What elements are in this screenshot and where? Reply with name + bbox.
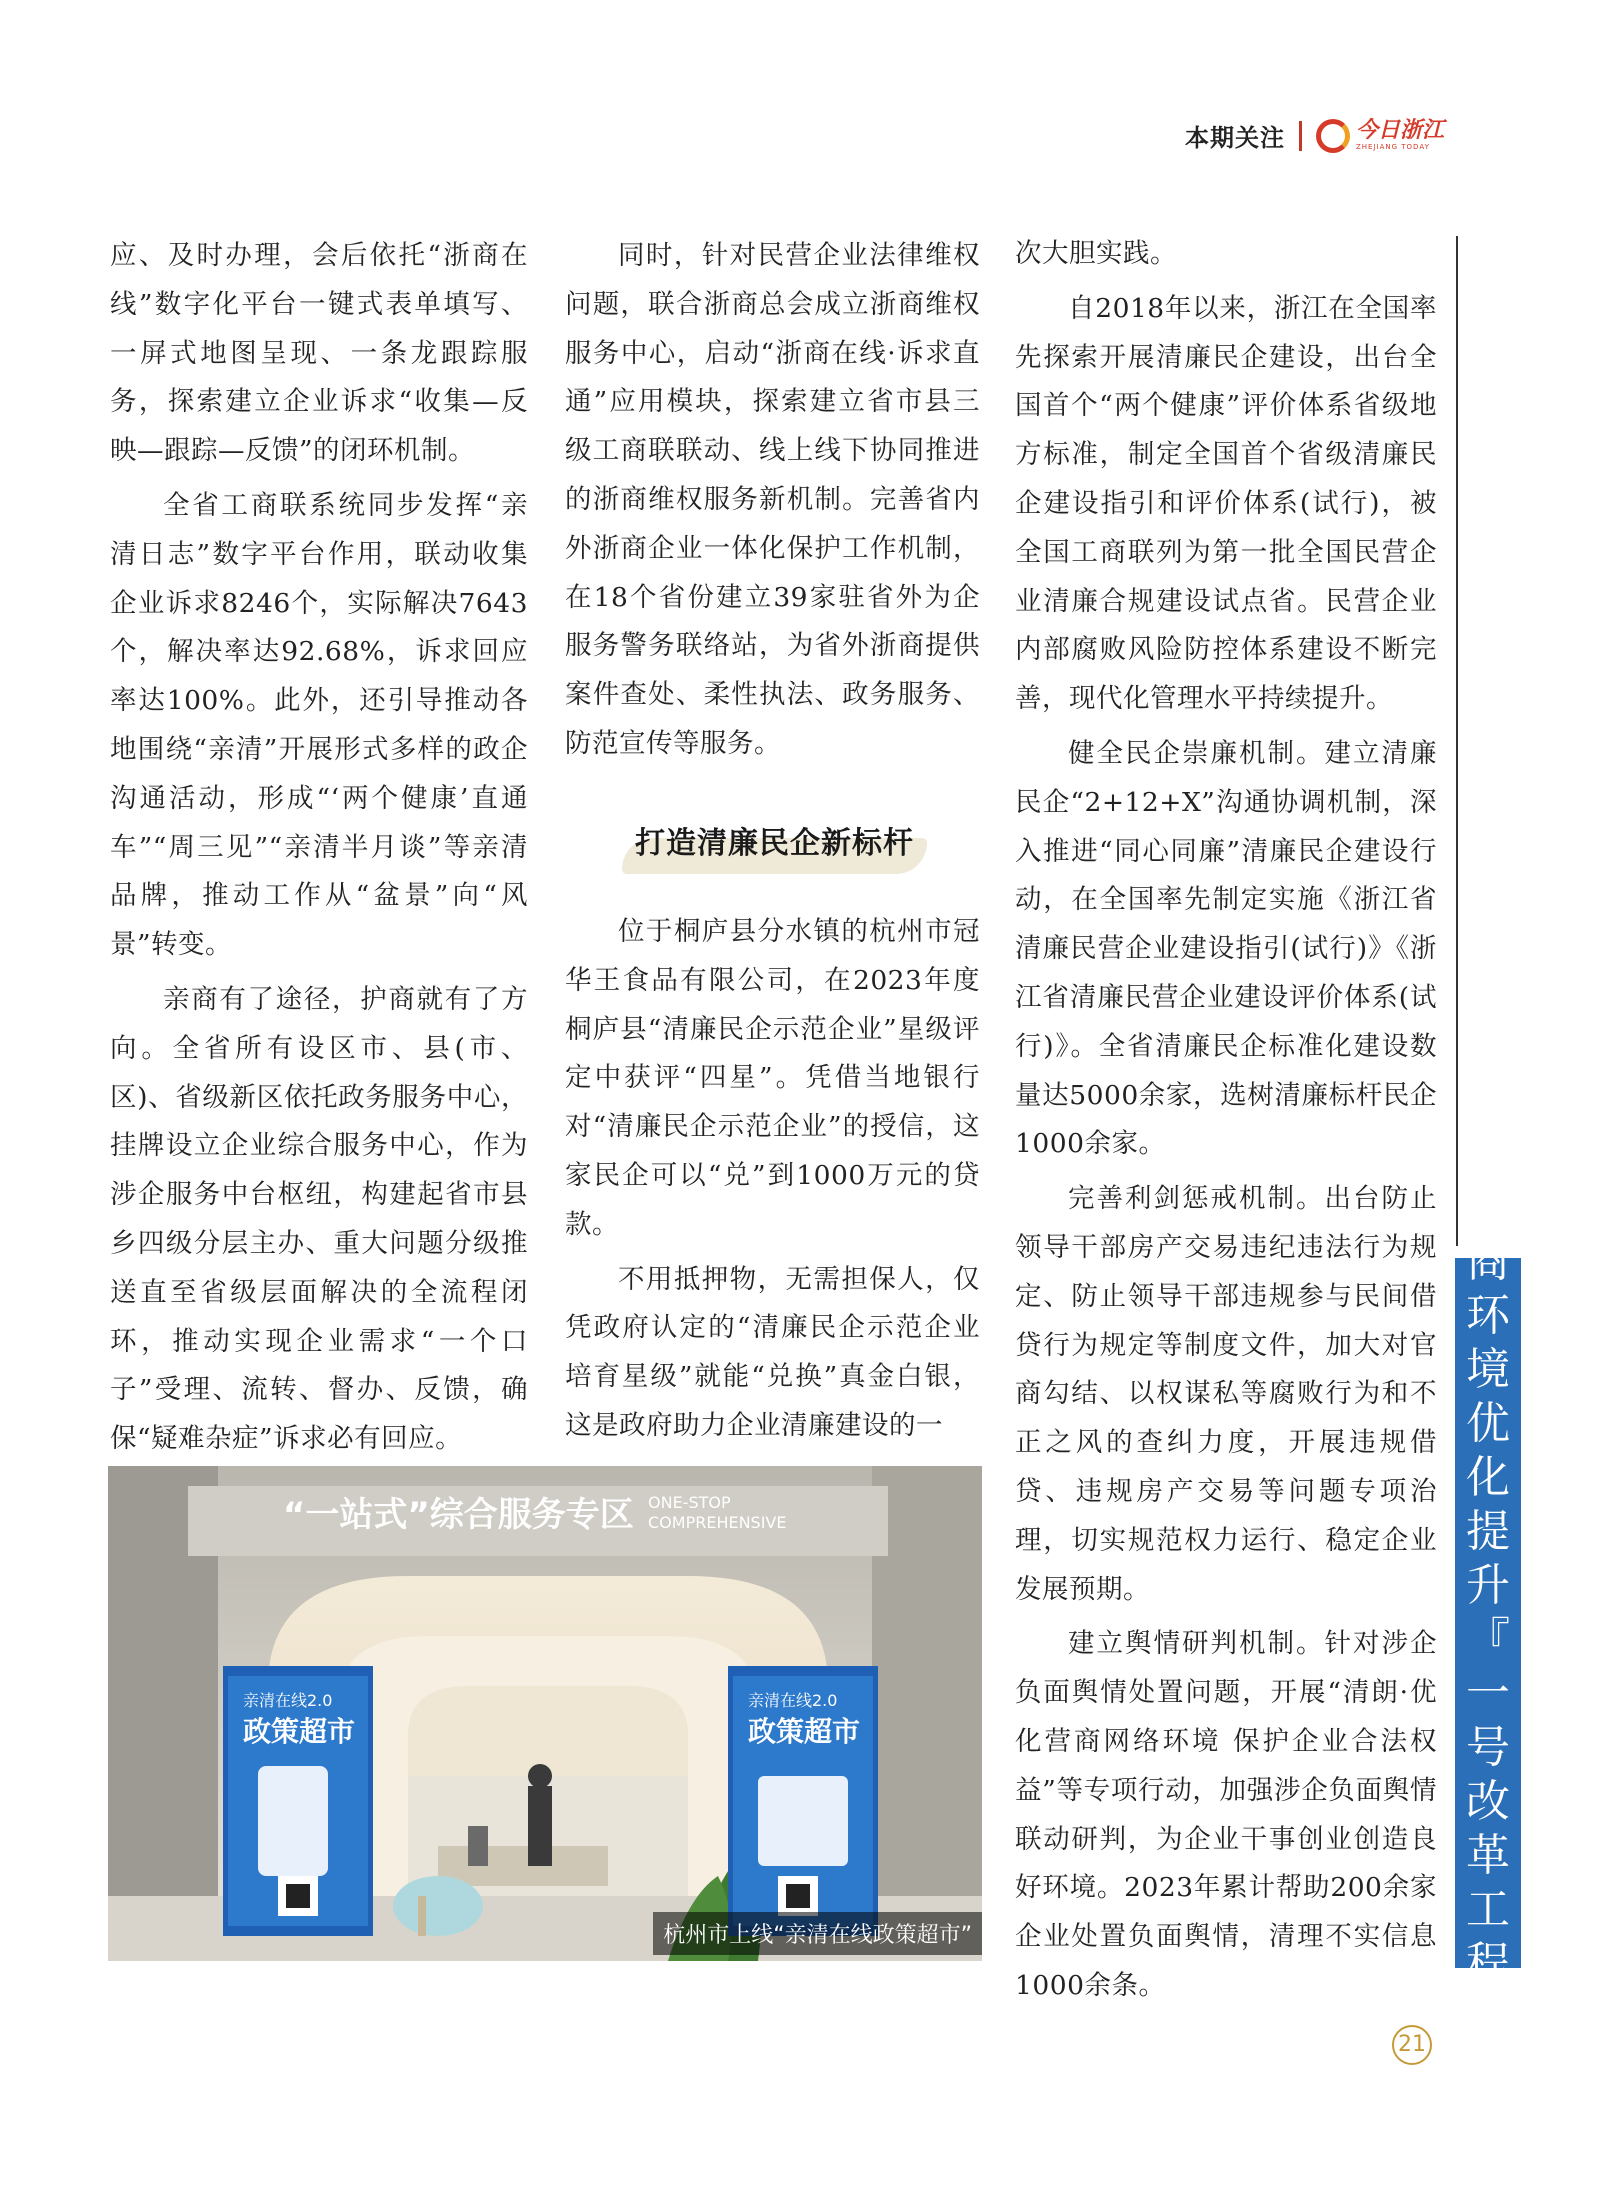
paragraph: 位于桐庐县分水镇的杭州市冠华王食品有限公司，在2023年度桐庐县“清廉民企示范企业”星级评定中获评“四星”。凭借当地银行对“清廉民企示范企业”的授信，这家民企可以“兑”到1000万元的贷款。 (565, 916, 980, 1240)
paragraph: 建立舆情研判机制。针对涉企负面舆情处置问题，开展“清朗·优化营商网络环境 保护企业合法权益”等专项行动，加强涉企负面舆情联动研判，为企业干事创业创造良好环境。2023年累计帮助200余家企业处置负面舆情，清理不实信息1000余条。 (1015, 1628, 1437, 2001)
sidebar-char: 『 (1466, 1614, 1510, 1665)
sidebar-char: 境 (1466, 1344, 1510, 1395)
page-number: 21 (1392, 2025, 1432, 2065)
subheading-text: 打造清廉民企新标杆 (635, 826, 914, 861)
sidebar-char: 商 (1466, 1236, 1510, 1287)
sidebar-char: 环 (1466, 1290, 1510, 1341)
paragraph: 次大胆实践。 (1015, 238, 1177, 269)
section-label: 本期关注 (1184, 124, 1285, 152)
sidebar-char: 革 (1466, 1830, 1510, 1881)
sidebar-char: 』 (1466, 1992, 1510, 2043)
paragraph: 亲商有了途径，护商就有了方向。全省所有设区市、县(市、区)、省级新区依托政务服务中心，挂牌设立企业综合服务中心，作为涉企服务中台枢纽，构建起省市县乡四级分层主办、重大问题分级推送直至省级层面解决的全流程闭环，推动实现企业需求“一个口子”受理、流转、督办、反馈，确保“疑难杂症”诉求必有回应。 (110, 983, 528, 1455)
banner-left-top: 亲清在线2.0 (243, 1691, 333, 1710)
sidebar-char: 改 (1466, 1776, 1510, 1827)
paragraph: 应、及时办理，会后依托“浙商在线”数字化平台一键式表单填写、一屏式地图呈现、一条龙跟踪服务，探索建立企业诉求“收集—反映—跟踪—反馈”的闭环机制。 (110, 240, 528, 467)
logo-en: ZHEJIANG TODAY (1355, 143, 1430, 151)
banner-right-top: 亲清在线2.0 (748, 1691, 838, 1710)
paragraph: 自2018年以来，浙江在全国率先探索开展清廉民企建设，出台全国首个“两个健康”评价体系省级地方标准，制定全国首个省级清廉民企建设指引和评价体系(试行)，被全国工商联列为第一批全国民营企业清廉合规建设试点省。民营企业内部腐败风险防控体系建设不断完善，现代化管理水平持续提升。 (1015, 292, 1437, 715)
magazine-logo (1316, 119, 1444, 153)
sidebar-char: 号 (1466, 1722, 1510, 1773)
banner-left-main: 政策超市 (243, 1715, 356, 1748)
column-1 (110, 232, 528, 1470)
service-center-photo (108, 1466, 982, 1961)
section-subheading (622, 812, 927, 876)
paragraph: 健全民企崇廉机制。建立清廉民企“2+12+X”沟通协调机制，深入推进“同心同廉”清廉民企建设行动，在全国率先制定实施《浙江省清廉民营企业建设指引(试行)》《浙江省清廉民营企业建设评价体系(试行)》。全省清廉民企标准化建设数量达5000余家，选树清廉标杆民企1000余家。 (1015, 737, 1437, 1160)
sidebar-char: 化 (1466, 1452, 1510, 1503)
sign-text-en2: COMPREHENSIVE (648, 1513, 787, 1532)
column-2-lower (565, 908, 980, 1457)
sidebar-char: 提 (1466, 1506, 1510, 1557)
sign-text-en1: ONE-STOP (648, 1493, 731, 1512)
header-divider (1299, 121, 1302, 151)
sidebar-char: 程 (1466, 1938, 1510, 1989)
logo-icon (1316, 119, 1350, 153)
photo-caption: 杭州市上线“亲清在线政策超市” (653, 1912, 982, 1955)
column-2 (565, 232, 980, 775)
logo-cn: 今日浙江 (1355, 118, 1444, 143)
sign-text-cn: “一站式”综合服务专区 (283, 1495, 634, 1535)
photo-illustration (108, 1466, 982, 1961)
column-rule (1456, 236, 1458, 1246)
paragraph: 不用抵押物，无需担保人，仅凭政府认定的“清廉民企示范企业培育星级”就能“兑换”真金白银，这是政府助力企业清廉建设的一 (565, 1263, 980, 1441)
paragraph: 同时，针对民营企业法律维权问题，联合浙商总会成立浙商维权服务中心，启动“浙商在线·诉求直通”应用模块，探索建立省市县三级工商联联动、线上线下协同推进的浙商维权服务新机制。完善省内外浙商企业一体化保护工作机制，在18个省份建立39家驻省外为企服务警务联络站，为省外浙商提供案件查处、柔性执法、政务服务、防范宣传等服务。 (565, 240, 980, 759)
sidebar-char: 优 (1466, 1398, 1510, 1449)
banner-right-main: 政策超市 (748, 1715, 861, 1748)
column-3 (1015, 230, 1437, 2017)
sidebar-char: 营 (1466, 1182, 1510, 1233)
page-header (1185, 118, 1444, 153)
sidebar-char: 一 (1466, 1668, 1510, 1719)
sidebar-char: 升 (1466, 1560, 1510, 1611)
paragraph: 全省工商联系统同步发挥“亲清日志”数字平台作用，联动收集企业诉求8246个，实际解决7643个，解决率达92.68%，诉求回应率达100%。此外，还引导推动各地围绕“亲清”开展形式多样的政企沟通活动，形成“‘两个健康’直通车”“周三见”“亲清半月谈”等亲清品牌，推动工作从“盆景”向“风景”转变。 (110, 489, 528, 961)
paragraph: 完善利剑惩戒机制。出台防止领导干部房产交易违纪违法行为规定、防止领导干部违规参与民间借贷行为规定等制度文件，加大对官商勾结、以权谋私等腐败行为和不正之风的查纠力度，开展违规借贷、违规房产交易等问题专项治理，切实规范权力运行、稳定企业发展预期。 (1015, 1183, 1437, 1605)
sidebar-char: 工 (1466, 1884, 1510, 1935)
vertical-sidebar-title (1455, 1182, 1521, 2043)
